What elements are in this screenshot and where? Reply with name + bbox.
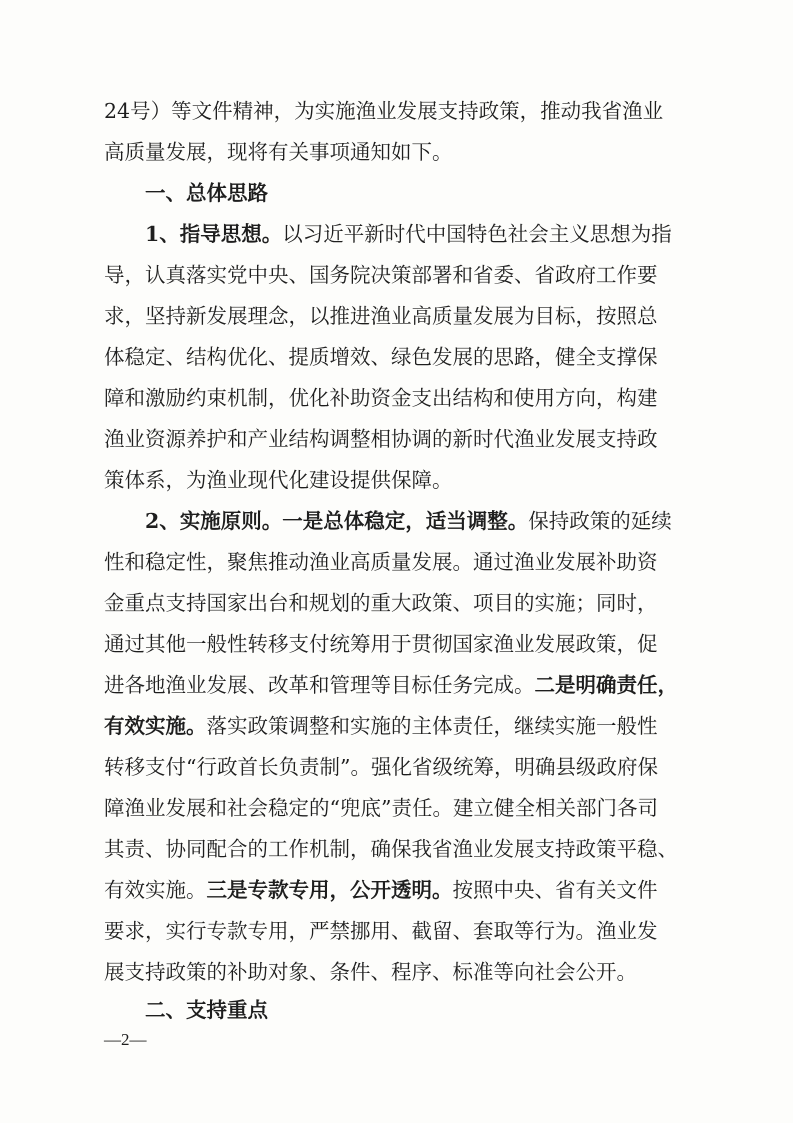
guiding-line-6: 渔业资源养护和产业结构调整相协调的新时代渔业发展支持政 <box>104 427 658 451</box>
principles-line-7: 转移支付“行政首长负责制”。强化省级统筹，明确县级政府保 <box>104 755 658 779</box>
principles-line-9: 其责、协同配合的工作机制，确保我省渔业发展支持政策平稳、 <box>104 837 678 861</box>
principles-line-8: 障渔业发展和社会稳定的“兜底”责任。建立健全相关部门各司 <box>104 796 658 820</box>
intro-line-1: 24号）等文件精神，为实施渔业发展支持政策，推动我省渔业 <box>104 99 664 123</box>
principle-3-title: 三是专款专用，公开透明。 <box>206 878 453 902</box>
guiding-label: 1、指导思想。 <box>145 222 283 246</box>
page-number: —2— <box>104 1030 147 1049</box>
principle-2-title-b: 有效实施。 <box>104 714 207 738</box>
guiding-line-1 <box>145 220 696 248</box>
principles-label: 2、实施原则。 <box>145 509 283 533</box>
guiding-text: 以习近平新时代中国特色社会主义思想为指 <box>282 222 672 246</box>
guiding-line-7: 策体系，为渔业现代化建设提供保障。 <box>104 468 453 492</box>
principles-line-6-text: 落实政策调整和实施的主体责任，继续实施一般性 <box>206 714 658 738</box>
intro-line-2: 高质量发展，现将有关事项通知如下。 <box>104 140 453 164</box>
principle-2-title-a: 二是明确责任， <box>534 673 678 697</box>
principle-1-title: 一是总体稳定，适当调整。 <box>282 509 529 533</box>
principles-line-6 <box>104 712 696 740</box>
principles-line-10-tail: 按照中央、省有关文件 <box>452 878 658 902</box>
principles-line-3: 金重点支持国家出台和规划的重大政策、项目的实施；同时， <box>104 591 658 615</box>
principles-line-4: 通过其他一般性转移支付统筹用于贯彻国家渔业发展政策，促 <box>104 632 658 656</box>
principles-line-10 <box>104 876 696 904</box>
guiding-line-5: 障和激励约束机制，优化补助资金支出结构和使用方向，构建 <box>104 386 658 410</box>
guiding-line-2: 导，认真落实党中央、国务院决策部署和省委、省政府工作要 <box>104 263 658 287</box>
section-2-heading: 二、支持重点 <box>145 998 268 1022</box>
section-1-heading: 一、总体思路 <box>145 181 268 205</box>
principles-line-5 <box>104 671 696 699</box>
principles-line-1 <box>145 507 696 535</box>
principles-line-11: 要求，实行专款专用，严禁挪用、截留、套取等行为。渔业发 <box>104 919 658 943</box>
guiding-line-4: 体稳定、结构优化、提质增效、绿色发展的思路，健全支撑保 <box>104 345 658 369</box>
principles-line-2: 性和稳定性，聚焦推动渔业高质量发展。通过渔业发展补助资 <box>104 550 658 574</box>
guiding-line-3: 求，坚持新发展理念，以推进渔业高质量发展为目标，按照总 <box>104 304 658 328</box>
principle-1-text: 保持政策的延续 <box>528 509 672 533</box>
principles-line-10-text: 有效实施。 <box>104 878 207 902</box>
principles-line-12: 展支持政策的补助对象、条件、程序、标准等向社会公开。 <box>104 960 637 984</box>
principles-line-5-text: 进各地渔业发展、改革和管理等目标任务完成。 <box>104 673 535 697</box>
